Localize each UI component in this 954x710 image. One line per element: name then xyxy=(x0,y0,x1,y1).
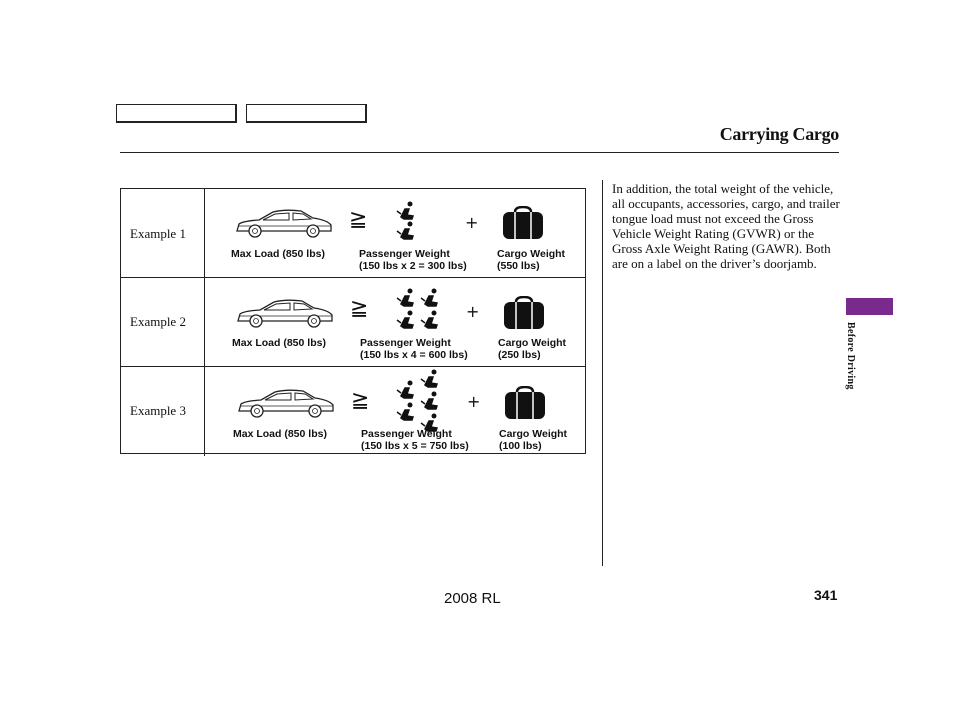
example-row-2 xyxy=(121,278,585,367)
passenger-weight-title: Passenger Weight xyxy=(359,248,450,260)
passenger-icon xyxy=(397,202,413,220)
cargo-weight-title: Cargo Weight xyxy=(499,428,568,440)
passenger-weight-caption xyxy=(361,428,469,452)
example-label-cell xyxy=(121,367,205,456)
car-icon xyxy=(235,385,335,421)
passenger-weight-caption xyxy=(359,248,467,272)
greater-or-equal-sign: ≧ xyxy=(349,207,368,232)
passenger-weight-calc: (150 lbs x 5 = 750 lbs) xyxy=(361,440,469,452)
cargo-bag-icon xyxy=(502,296,546,330)
car-icon xyxy=(233,205,333,241)
passenger-icon xyxy=(397,289,413,307)
max-load-caption: Max Load (850 lbs) xyxy=(231,248,325,260)
plus-sign: + xyxy=(465,213,479,232)
cargo-weight-value: (250 lbs) xyxy=(498,349,541,361)
passenger-icon xyxy=(421,311,437,329)
example-label-cell xyxy=(121,278,205,366)
cargo-weight-value: (100 lbs) xyxy=(499,440,542,452)
passenger-weight-caption xyxy=(360,337,468,361)
example-label: Example 3 xyxy=(130,403,186,418)
max-load-caption: Max Load (850 lbs) xyxy=(233,428,327,440)
cargo-weight-title: Cargo Weight xyxy=(498,337,567,349)
column-divider xyxy=(602,180,603,566)
nav-box-previous[interactable] xyxy=(116,104,237,123)
passenger-icons xyxy=(395,201,417,241)
passenger-icons xyxy=(395,369,441,433)
nav-box-next[interactable] xyxy=(246,104,367,123)
example-label: Example 1 xyxy=(130,226,186,241)
cargo-weight-caption xyxy=(498,337,566,361)
passenger-icon xyxy=(397,222,413,240)
plus-sign: + xyxy=(467,392,481,411)
passenger-icon xyxy=(421,370,437,388)
example-row-1 xyxy=(121,189,585,278)
passenger-icon xyxy=(421,392,437,410)
page-title: Carrying Cargo xyxy=(719,124,839,144)
max-load-caption: Max Load (850 lbs) xyxy=(232,337,326,349)
footer-model: 2008 RL xyxy=(444,590,501,607)
header-rule xyxy=(120,152,839,153)
cargo-bag-icon xyxy=(503,386,547,420)
section-tab xyxy=(846,298,893,315)
cargo-bag-icon xyxy=(501,206,545,240)
passenger-weight-title: Passenger Weight xyxy=(360,337,451,349)
cargo-weight-caption xyxy=(497,248,565,272)
passenger-icon xyxy=(421,289,437,307)
example-row-3 xyxy=(121,367,585,456)
passenger-weight-calc: (150 lbs x 2 = 300 lbs) xyxy=(359,260,467,272)
load-examples-table xyxy=(120,188,586,454)
page-number: 341 xyxy=(814,587,838,603)
greater-or-equal-sign: ≧ xyxy=(350,296,369,321)
car-icon xyxy=(234,295,334,331)
example-label: Example 2 xyxy=(130,314,186,329)
passenger-icons xyxy=(395,288,441,332)
plus-sign: + xyxy=(466,302,480,321)
passenger-icon xyxy=(397,403,413,421)
greater-or-equal-sign: ≧ xyxy=(351,388,370,413)
passenger-icon xyxy=(397,311,413,329)
passenger-weight-title: Passenger Weight xyxy=(361,428,452,440)
cargo-weight-value: (550 lbs) xyxy=(497,260,540,272)
passenger-weight-calc: (150 lbs x 4 = 600 lbs) xyxy=(360,349,468,361)
passenger-icon xyxy=(397,381,413,399)
example-label-cell xyxy=(121,189,205,277)
cargo-weight-title: Cargo Weight xyxy=(497,248,566,260)
body-paragraph: In addition, the total weight of the vehicle, all occupants, accessories, cargo, and trailer tongue load must not exceed the Gross Vehicle Weight Rating (GVWR) or the Gross Axle Weight Rating (GAWR). Both are on a label on the driver’s doorjamb. xyxy=(612,181,840,271)
section-tab-label: Before Driving xyxy=(845,322,856,390)
cargo-weight-caption xyxy=(499,428,567,452)
